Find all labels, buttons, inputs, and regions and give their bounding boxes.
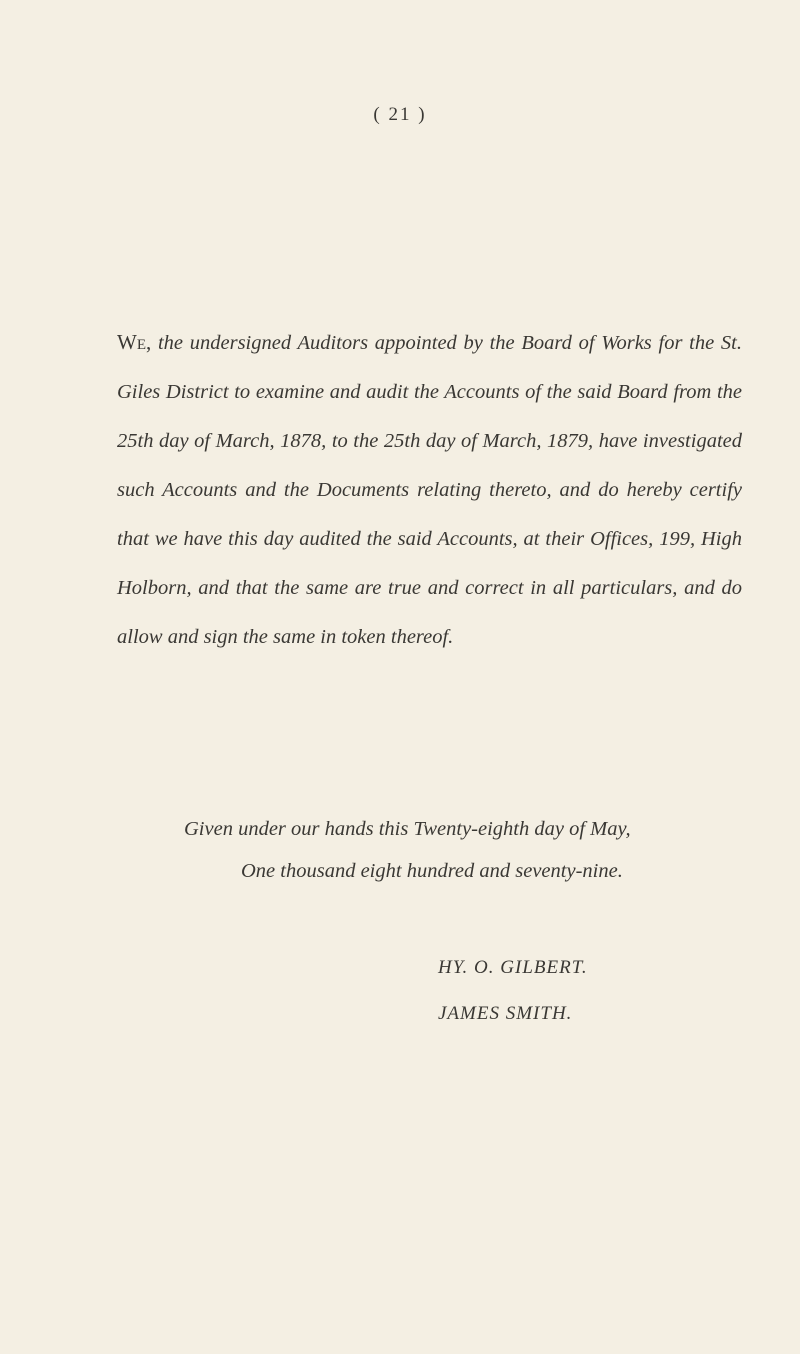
given-under-line-2: One thousand eight hundred and seventy-nine. — [241, 860, 623, 882]
page-number: ( 21 ) — [373, 104, 427, 125]
signature-gilbert: HY. O. GILBERT. — [438, 957, 588, 978]
given-under-line-1: Given under our hands this Twenty-eighth day of May, — [184, 818, 631, 840]
certificate-lead-word: We, — [117, 330, 152, 354]
certificate-body: the undersigned Auditors appointed by the Board of Works for the St. Giles District to examine and audit the Accounts of the said Board from the 25th day of March, 1878, to the 25th day of March, 1879, have investigated such Accounts and the Documents relating thereto, and do hereby certify that we have this day audited the said Accounts, at their Offices, 199, High Holborn, and that the same are true and correct in all particulars, and do allow and sign the same in token thereof. — [117, 332, 743, 648]
certificate-paragraph — [117, 318, 742, 662]
signature-smith: JAMES SMITH. — [438, 1003, 573, 1024]
